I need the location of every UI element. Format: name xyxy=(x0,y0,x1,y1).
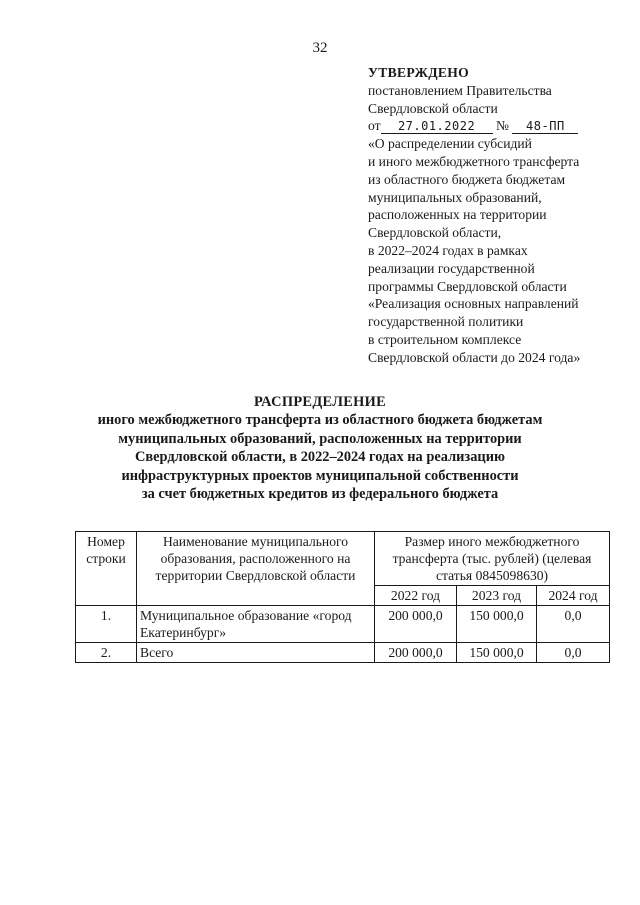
approval-line-1: постановлением Правительства xyxy=(368,82,552,98)
subject-line: государственной политики xyxy=(368,314,524,330)
distribution-table xyxy=(75,531,610,663)
row-value: 0,0 xyxy=(537,606,610,643)
table-header-row xyxy=(76,532,610,586)
title-line: инфраструктурных проектов муниципальной собственности xyxy=(121,467,519,484)
date-value: 27.01.2022 xyxy=(381,119,493,134)
title-line: Свердловской области, в 2022–2024 годах на реализацию xyxy=(135,449,505,466)
header-year: 2024 год xyxy=(537,586,610,606)
approval-date-row xyxy=(368,117,633,135)
subject-line: Свердловской области, xyxy=(368,225,502,241)
row-number: 1. xyxy=(76,606,137,643)
row-value: 150 000,0 xyxy=(457,606,537,643)
row-value: 200 000,0 xyxy=(375,643,457,663)
approval-line-2: Свердловской области xyxy=(368,100,498,116)
row-value: 200 000,0 xyxy=(375,606,457,643)
subject-line: «О распределении субсидий xyxy=(368,136,532,152)
row-number: 2. xyxy=(76,643,137,663)
subject-line: в строительном комплексе xyxy=(368,331,522,347)
title-line: иного межбюджетного трансферта из областного бюджета бюджетам xyxy=(97,412,543,429)
title-line: за счет бюджетных кредитов из федерального бюджета xyxy=(141,486,499,503)
table-row xyxy=(76,643,610,663)
approval-block xyxy=(368,64,633,367)
row-name: Муниципальное образование «город Екатеринбург» xyxy=(137,606,375,643)
subject-line: Свердловской области до 2024 года» xyxy=(368,349,581,365)
subject-line: в 2022–2024 годах в рамках xyxy=(368,242,528,258)
subject-line: расположенных на территории xyxy=(368,207,547,223)
row-value: 0,0 xyxy=(537,643,610,663)
subject-line: и иного межбюджетного трансферта xyxy=(368,153,580,169)
document-title xyxy=(0,393,640,503)
table-row xyxy=(76,606,610,643)
header-amount: Размер иного межбюджетного трансферта (тыс. рублей) (целевая статья 0845098630) xyxy=(375,532,610,586)
row-name: Всего xyxy=(137,643,375,663)
page-number: 32 xyxy=(312,40,328,56)
header-year: 2023 год xyxy=(457,586,537,606)
subject-line: программы Свердловской области xyxy=(368,278,567,294)
date-prefix: от xyxy=(368,118,381,134)
title-main: РАСПРЕДЕЛЕНИЕ xyxy=(253,394,387,410)
subject-line: муниципальных образований, xyxy=(368,189,542,205)
subject-line: из областного бюджета бюджетам xyxy=(368,171,566,187)
subject-line: «Реализация основных направлений xyxy=(368,296,579,312)
number-prefix: № xyxy=(495,118,509,134)
header-name: Наименование муниципального образования, расположенного на территории Свердловской области xyxy=(137,532,375,606)
header-year: 2022 год xyxy=(375,586,457,606)
header-row-number: Номер строки xyxy=(76,532,137,606)
number-value: 48-ПП xyxy=(512,119,578,134)
row-value: 150 000,0 xyxy=(457,643,537,663)
subject-line: реализации государственной xyxy=(368,260,535,276)
title-line: муниципальных образований, расположенных на территории xyxy=(118,430,522,447)
approval-stamp: УТВЕРЖДЕНО xyxy=(368,65,470,80)
